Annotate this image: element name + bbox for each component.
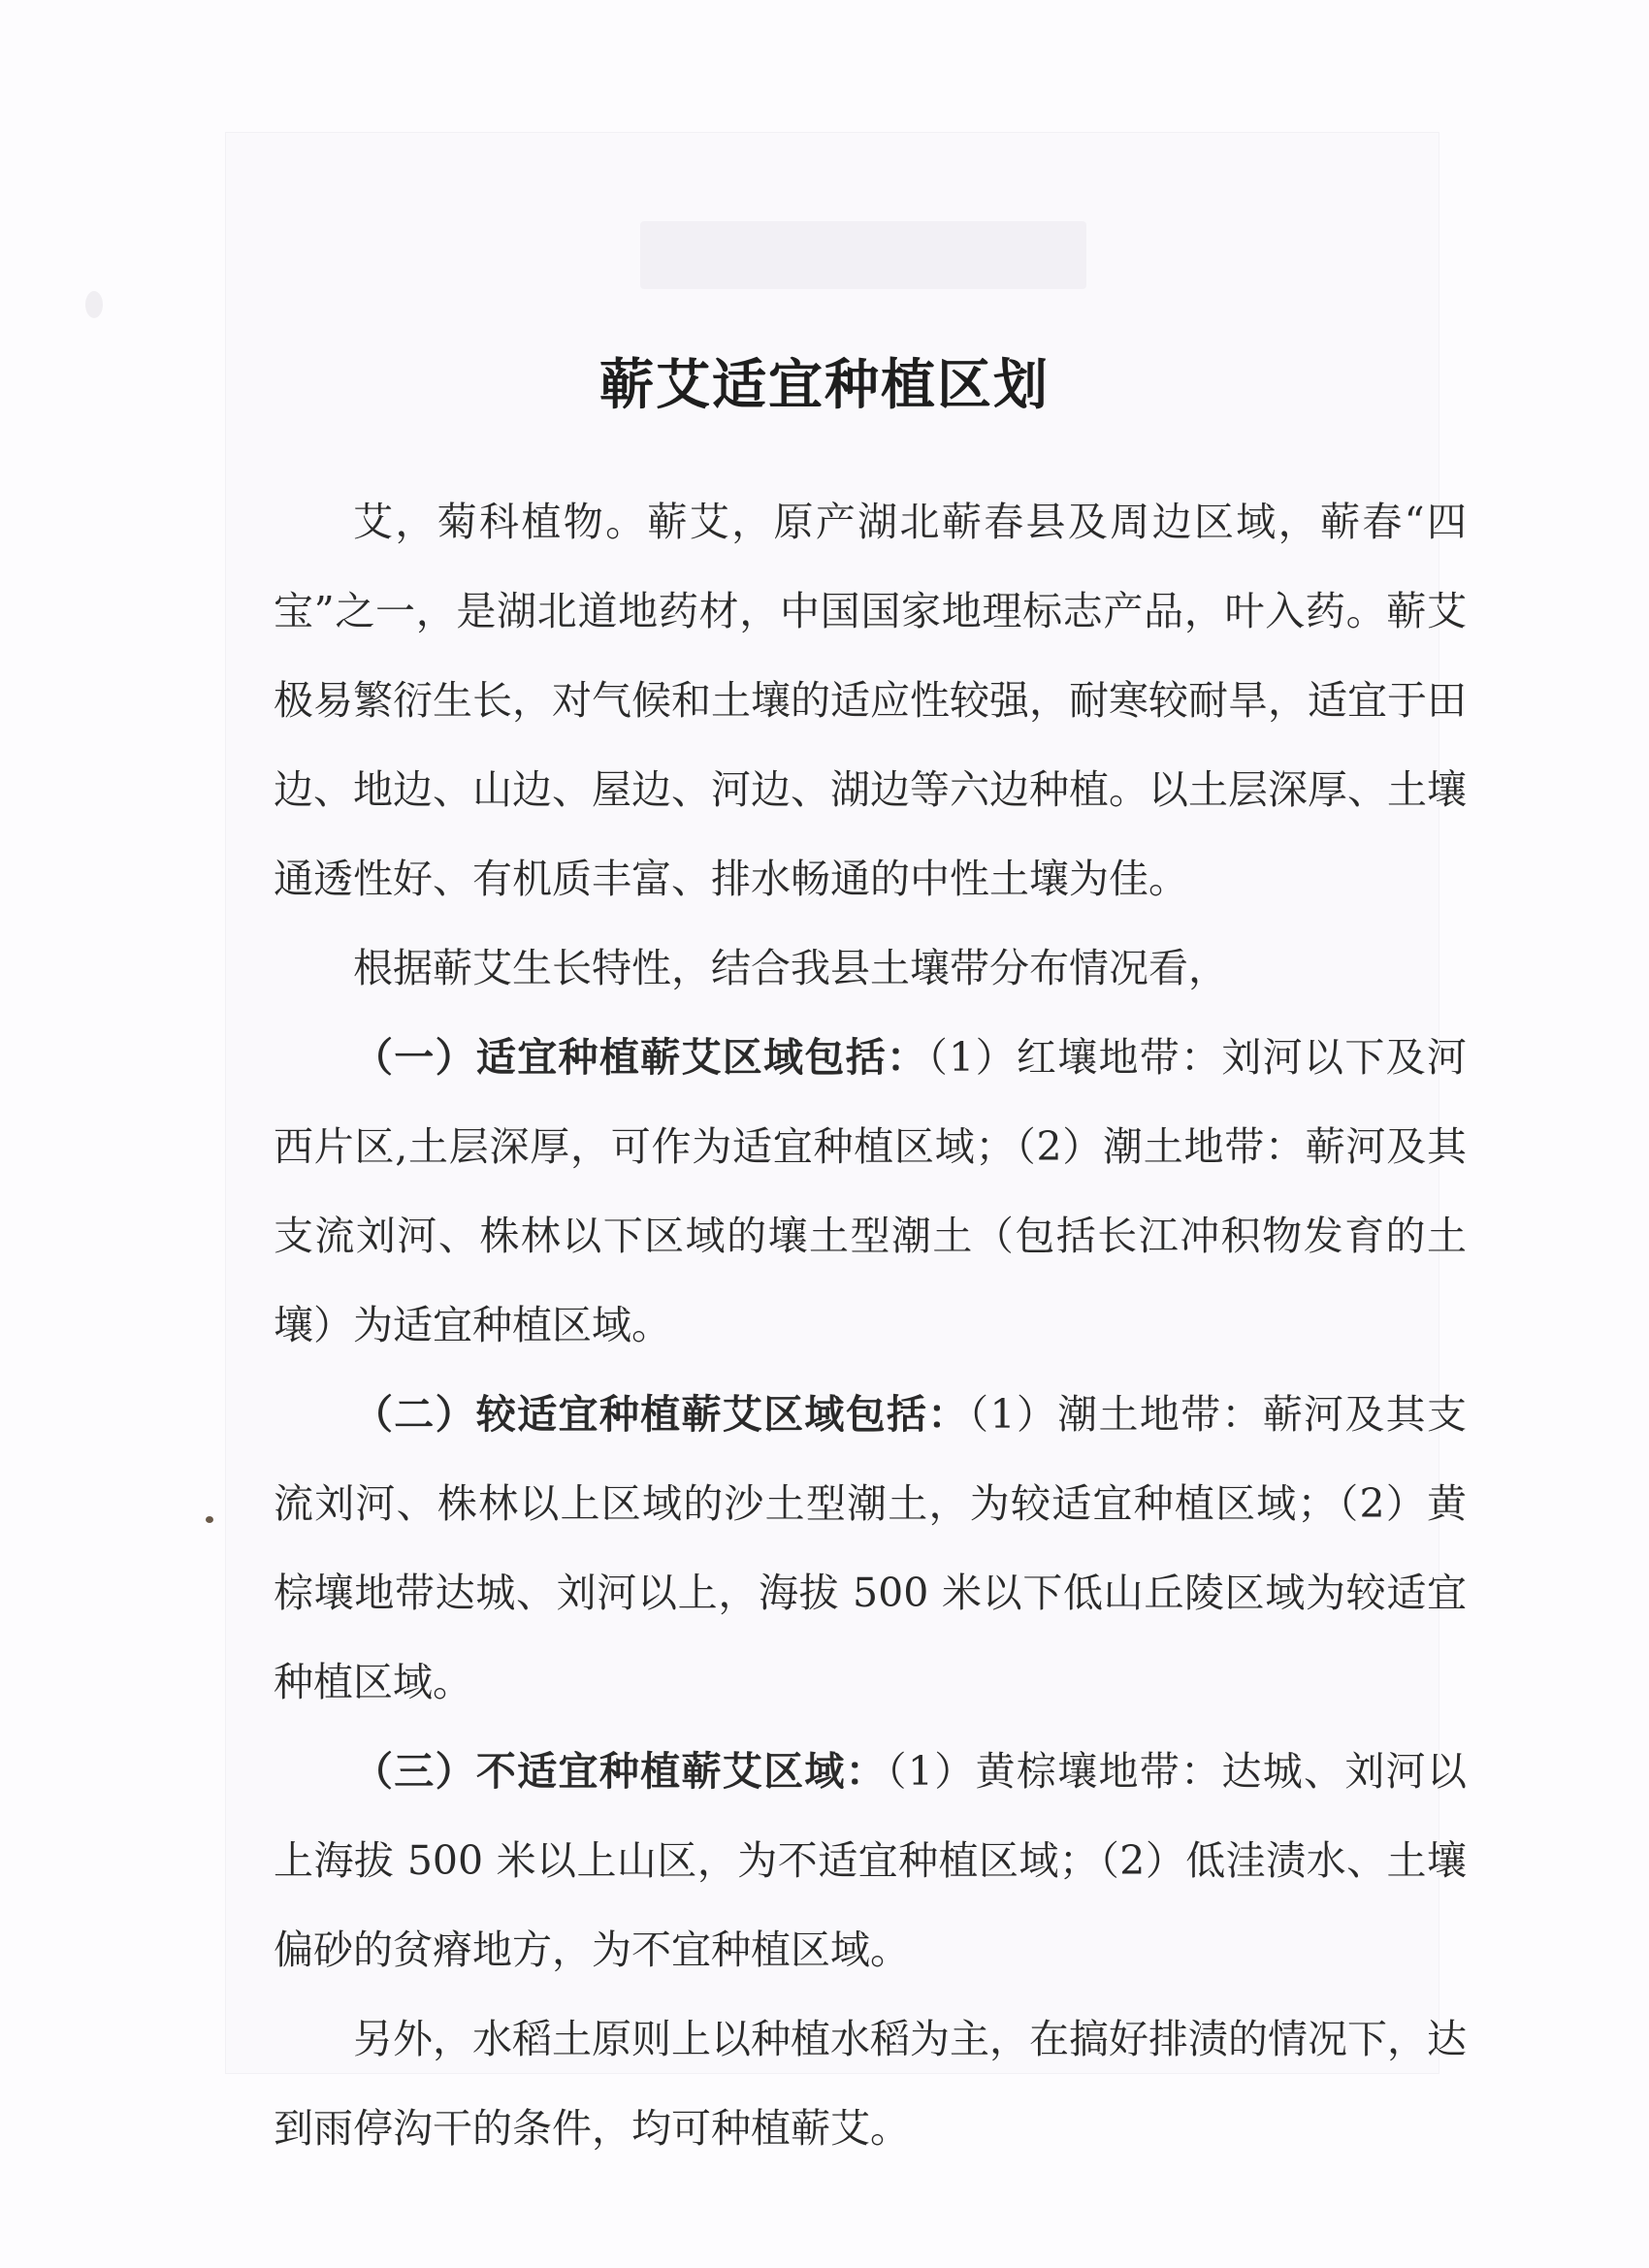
paragraph-text: （1）潮土地带：蕲河及其支流刘河、株林以上区域的沙土型潮土，为较适宜种植区域；（2）黄棕壤地带达城、刘河以上，海拔 500 米以下低山丘陵区域为较适宜种植区域。 — [274, 1391, 1467, 1705]
paragraph-text: （1）红壤地带：刘河以下及河西片区,土层深厚，可作为适宜种植区域；（2）潮土地带：蕲河及其支流刘河、株林以下区域的壤土型潮土（包括长江冲积物发育的土壤）为适宜种植区域。 — [274, 1034, 1467, 1348]
paragraph-text: （1）黄棕壤地带：达城、刘河以上海拔 500 米以上山区，为不适宜种植区域；（2）低洼渍水、土壤偏砂的贫瘠地方，为不宜种植区域。 — [274, 1748, 1467, 1973]
section-heading: （一）适宜种植蕲艾区域包括： — [353, 1034, 928, 1081]
document-body — [274, 477, 1467, 2173]
scan-smudge — [85, 291, 103, 318]
paragraph-text: 根据蕲艾生长特性，结合我县土壤带分布情况看， — [353, 945, 1228, 991]
paragraph-text: 艾，菊科植物。蕲艾，原产湖北蕲春县及周边区域，蕲春“四宝”之一，是湖北道地药材，中国国家地理标志产品，叶入药。蕲艾极易繁衍生长，对气候和土壤的适应性较强，耐寒较耐旱，适宜于田边、地边、山边、屋边、河边、湖边等六边种植。以土层深厚、土壤通透性好、有机质丰富、排水畅通的中性土壤为佳。 — [274, 499, 1467, 902]
bleed-through-title — [640, 221, 1086, 289]
paragraph-suitable-zone — [274, 1013, 1467, 1370]
paragraph-text: 另外，水稻土原则上以种植水稻为主，在搞好排渍的情况下，达到雨停沟干的条件，均可种植蕲艾。 — [274, 2016, 1467, 2152]
section-heading: （三）不适宜种植蕲艾区域： — [353, 1748, 888, 1795]
paragraph-paddy-note — [274, 1994, 1467, 2173]
ink-speck — [206, 1516, 213, 1523]
paragraph-basis — [274, 923, 1467, 1013]
paragraph-intro — [274, 477, 1467, 923]
document-title: 蕲艾适宜种植区划 — [599, 352, 1050, 417]
paragraph-unsuitable-zone — [274, 1727, 1467, 1994]
paragraph-fairly-suitable-zone — [274, 1370, 1467, 1727]
section-heading: （二）较适宜种植蕲艾区域包括： — [353, 1391, 969, 1438]
